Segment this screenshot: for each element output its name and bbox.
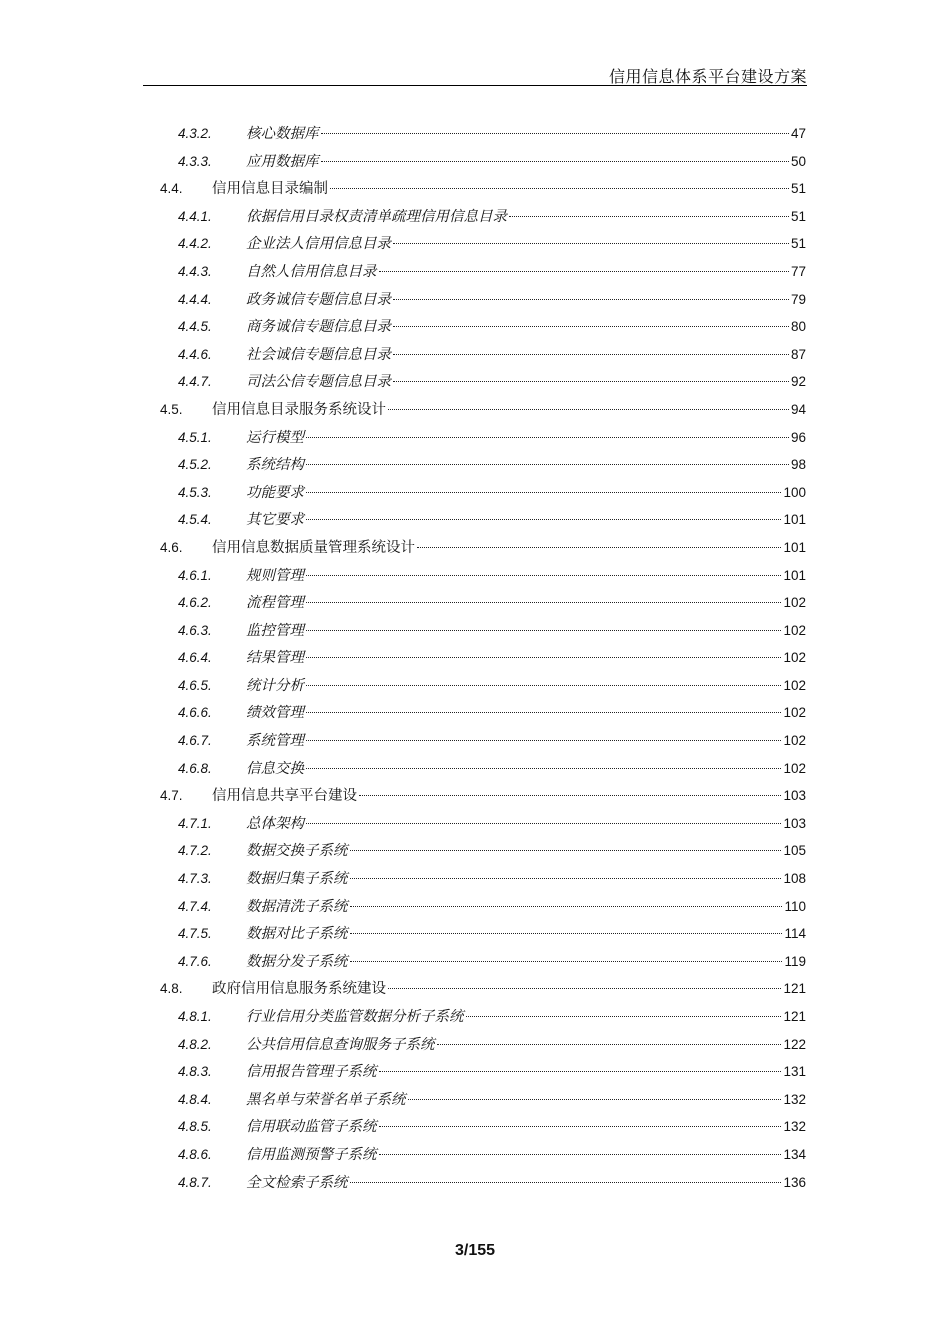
toc-dot-leader (350, 933, 783, 934)
toc-entry[interactable] (160, 260, 806, 288)
page-number: 3/155 (454, 1242, 496, 1259)
header-divider (143, 85, 807, 86)
toc-entry[interactable] (160, 674, 806, 702)
toc-entry-number: 4.8.5. (178, 1119, 212, 1135)
toc-entry-number: 4.7.6. (178, 953, 212, 969)
toc-dot-leader (393, 381, 789, 382)
toc-dot-leader (306, 464, 789, 465)
toc-entry-title: 信用信息共享平台建设 (212, 788, 357, 805)
toc-dot-leader (393, 354, 789, 355)
toc-dot-leader (306, 768, 781, 769)
toc-entry-number: 4.7.5. (178, 926, 212, 942)
toc-entry[interactable] (160, 288, 806, 316)
toc-entry-page: 47 (790, 126, 806, 141)
toc-entry-number: 4.6. (160, 539, 183, 555)
toc-entry-page: 102 (783, 650, 806, 666)
toc-entry-title: 信用信息目录编制 (212, 181, 328, 198)
toc-dot-leader (306, 575, 781, 576)
toc-entry-number: 4.4.5. (178, 319, 212, 335)
toc-entry-number: 4.8.3. (178, 1064, 212, 1080)
toc-entry-number: 4.4.4. (178, 291, 212, 307)
toc-entry[interactable] (160, 122, 806, 150)
toc-entry-number: 4.4.7. (178, 374, 212, 390)
toc-entry-title: 监控管理 (246, 622, 304, 639)
toc-entry-page: 122 (783, 1036, 806, 1052)
page-header-title: 信用信息体系平台建设方案 (608, 67, 807, 86)
toc-entry-number: 4.4.3. (178, 263, 212, 279)
toc-entry-page: 119 (784, 953, 806, 969)
toc-entry-title: 政府信用信息服务系统建设 (212, 981, 386, 998)
toc-entry-number: 4.6.4. (178, 650, 212, 666)
toc-dot-leader (388, 409, 789, 410)
toc-entry-number: 4.4.6. (178, 346, 212, 362)
toc-entry-title: 数据交换子系统 (246, 843, 348, 860)
toc-entry-page: 101 (783, 567, 806, 583)
toc-entry-page: 136 (783, 1174, 806, 1190)
toc-dot-leader (350, 906, 783, 907)
toc-entry-number: 4.5.3. (178, 484, 212, 500)
toc-entry[interactable] (160, 426, 806, 454)
toc-entry[interactable] (160, 1033, 806, 1061)
toc-entry-title: 依据信用目录权责清单疏理信用信息目录 (246, 208, 507, 225)
toc-entry-title: 全文检索子系统 (246, 1174, 348, 1191)
toc-entry-title: 自然人信用信息目录 (246, 263, 377, 280)
toc-entry[interactable] (160, 619, 806, 647)
toc-entry-title: 社会诚信专题信息目录 (246, 346, 391, 363)
toc-entry[interactable] (160, 315, 806, 343)
toc-entry[interactable] (160, 784, 806, 812)
toc-dot-leader (306, 740, 781, 741)
toc-entry-title: 商务诚信专题信息目录 (246, 319, 391, 336)
toc-entry-number: 4.7.2. (178, 843, 212, 859)
toc-entry[interactable] (160, 977, 806, 1005)
toc-entry-number: 4.8.7. (178, 1174, 212, 1190)
toc-dot-leader (437, 1044, 782, 1045)
toc-entry-page: 80 (790, 319, 806, 335)
toc-entry-title: 黑名单与荣誉名单子系统 (246, 1091, 406, 1108)
toc-dot-leader (321, 133, 789, 134)
toc-entry-number: 4.7.1. (178, 815, 212, 831)
toc-entry-page: 77 (790, 263, 806, 279)
toc-entry-number: 4.3.3. (178, 153, 212, 169)
toc-entry-page: 103 (783, 788, 806, 804)
toc-entry-title: 结果管理 (246, 650, 304, 667)
toc-entry[interactable] (160, 1143, 806, 1171)
toc-entry-number: 4.5.1. (178, 429, 212, 445)
toc-entry-page: 94 (790, 401, 806, 417)
toc-entry-number: 4.6.7. (178, 733, 212, 749)
toc-entry-number: 4.3.2. (178, 126, 212, 141)
toc-entry-title: 信用报告管理子系统 (246, 1064, 377, 1081)
toc-entry-title: 其它要求 (246, 512, 304, 529)
toc-entry[interactable] (160, 398, 806, 426)
toc-entry[interactable] (160, 481, 806, 509)
toc-entry-page: 100 (783, 484, 806, 500)
toc-entry-page: 79 (790, 291, 806, 307)
toc-entry-page: 96 (790, 429, 806, 445)
toc-entry[interactable] (160, 1060, 806, 1088)
toc-entry-title: 司法公信专题信息目录 (246, 374, 391, 391)
toc-entry-title: 功能要求 (246, 484, 304, 501)
toc-entry-number: 4.6.6. (178, 705, 212, 721)
toc-entry-number: 4.4. (160, 181, 183, 197)
toc-entry[interactable] (160, 867, 806, 895)
toc-entry[interactable] (160, 701, 806, 729)
toc-entry-number: 4.8.1. (178, 1009, 212, 1024)
toc-entry-page: 102 (783, 677, 806, 693)
toc-entry[interactable] (160, 150, 806, 178)
toc-entry-page: 50 (790, 153, 806, 169)
toc-dot-leader (306, 492, 781, 493)
toc-entry[interactable] (160, 1115, 806, 1143)
toc-entry-number: 4.8.2. (178, 1036, 212, 1052)
toc-entry-title: 应用数据库 (246, 153, 319, 170)
toc-entry-number: 4.6.1. (178, 567, 212, 583)
toc-entry-number: 4.8. (160, 981, 183, 997)
toc-entry-page: 101 (783, 512, 806, 528)
toc-dot-leader (393, 299, 789, 300)
toc-entry-page: 134 (783, 1146, 806, 1162)
toc-entry[interactable] (160, 895, 806, 923)
toc-entry-page: 114 (784, 926, 806, 942)
toc-dot-leader (306, 685, 781, 686)
toc-entry[interactable] (160, 1171, 806, 1199)
toc-entry-title: 绩效管理 (246, 705, 304, 722)
toc-entry[interactable] (160, 343, 806, 371)
toc-entry-page: 51 (790, 236, 806, 252)
toc-dot-leader (306, 602, 781, 603)
toc-dot-leader (417, 547, 781, 548)
toc-entry-title: 系统管理 (246, 733, 304, 750)
toc-dot-leader (321, 161, 789, 162)
toc-entry-title: 统计分析 (246, 677, 304, 694)
toc-dot-leader (359, 795, 781, 796)
toc-entry-page: 98 (790, 457, 806, 473)
toc-dot-leader (350, 1182, 782, 1183)
toc-entry-page: 108 (783, 871, 806, 887)
toc-entry[interactable] (160, 812, 806, 840)
toc-entry-number: 4.8.6. (178, 1146, 212, 1162)
toc-entry-title: 行业信用分类监管数据分析子系统 (246, 1009, 464, 1025)
toc-dot-leader (306, 712, 781, 713)
toc-dot-leader (379, 1154, 782, 1155)
toc-entry-page: 102 (783, 760, 806, 776)
toc-entry-number: 4.7.4. (178, 898, 212, 914)
toc-entry[interactable] (160, 232, 806, 260)
toc-entry-page: 103 (783, 815, 806, 831)
toc-entry-page: 51 (790, 208, 806, 224)
toc-entry-page: 102 (783, 733, 806, 749)
toc-entry-page: 121 (783, 981, 806, 997)
toc-dot-leader (306, 437, 789, 438)
toc-dot-leader (350, 961, 783, 962)
toc-entry-number: 4.7.3. (178, 871, 212, 887)
toc-dot-leader (306, 630, 781, 631)
toc-entry-page: 131 (783, 1064, 806, 1080)
toc-dot-leader (393, 243, 789, 244)
toc-dot-leader (393, 326, 789, 327)
toc-dot-leader (388, 988, 781, 989)
toc-entry-page: 132 (783, 1091, 806, 1107)
toc-entry-number: 4.6.5. (178, 677, 212, 693)
toc-entry-page: 121 (783, 1009, 806, 1024)
toc-dot-leader (306, 519, 781, 520)
toc-dot-leader (306, 823, 781, 824)
toc-entry-title: 企业法人信用信息目录 (246, 236, 391, 253)
toc-entry-page: 102 (783, 705, 806, 721)
toc-entry[interactable] (160, 646, 806, 674)
toc-entry[interactable] (160, 564, 806, 592)
toc-entry[interactable] (160, 536, 806, 564)
toc-entry-title: 数据归集子系统 (246, 871, 348, 888)
toc-entry-number: 4.5.2. (178, 457, 212, 473)
toc-entry[interactable] (160, 757, 806, 785)
toc-entry-title: 核心数据库 (246, 126, 319, 142)
toc-entry-page: 132 (783, 1119, 806, 1135)
toc-entry-number: 4.6.8. (178, 760, 212, 776)
toc-entry-number: 4.5. (160, 401, 183, 417)
toc-entry-title: 信息交换 (246, 760, 304, 777)
toc-entry-title: 运行模型 (246, 429, 304, 446)
toc-entry-number: 4.8.4. (178, 1091, 212, 1107)
toc-entry-title: 流程管理 (246, 595, 304, 612)
toc-entry-title: 信用信息目录服务系统设计 (212, 401, 386, 418)
toc-entry-page: 87 (790, 346, 806, 362)
toc-entry[interactable] (160, 1088, 806, 1116)
toc-entry-title: 系统结构 (246, 457, 304, 474)
toc-dot-leader (466, 1016, 782, 1017)
toc-entry[interactable] (160, 205, 806, 233)
toc-entry-title: 公共信用信息查询服务子系统 (246, 1036, 435, 1053)
toc-entry[interactable] (160, 950, 806, 978)
toc-dot-leader (509, 216, 789, 217)
toc-dot-leader (350, 850, 782, 851)
toc-entry-number: 4.6.2. (178, 595, 212, 611)
toc-entry-page: 92 (790, 374, 806, 390)
toc-entry-title: 信用信息数据质量管理系统设计 (212, 539, 415, 556)
toc-entry-title: 政务诚信专题信息目录 (246, 291, 391, 308)
toc-entry-number: 4.4.1. (178, 208, 212, 224)
toc-entry-page: 110 (784, 898, 806, 914)
toc-entry-page: 102 (783, 595, 806, 611)
toc-dot-leader (408, 1099, 782, 1100)
toc-entry-page: 51 (790, 181, 806, 197)
toc-entry[interactable] (160, 729, 806, 757)
toc-entry-page: 101 (783, 539, 806, 555)
toc-entry-number: 4.5.4. (178, 512, 212, 528)
toc-dot-leader (350, 878, 782, 879)
toc-entry-title: 总体架构 (246, 815, 304, 832)
toc-entry-title: 信用联动监管子系统 (246, 1119, 377, 1136)
toc-entry-number: 4.7. (160, 788, 183, 804)
toc-entry-title: 信用监测预警子系统 (246, 1146, 377, 1163)
toc-entry[interactable] (160, 591, 806, 619)
toc-dot-leader (379, 1126, 782, 1127)
toc-entry[interactable] (160, 177, 806, 205)
toc-entry[interactable] (160, 839, 806, 867)
toc-entry-page: 105 (783, 843, 806, 859)
toc-entry-number: 4.6.3. (178, 622, 212, 638)
toc-entry[interactable] (160, 922, 806, 950)
toc-entry-title: 数据分发子系统 (246, 953, 348, 970)
toc-entry-title: 数据清洗子系统 (246, 898, 348, 915)
toc-entry-title: 数据对比子系统 (246, 926, 348, 943)
toc-entry-title: 规则管理 (246, 567, 304, 584)
toc-entry[interactable] (160, 453, 806, 481)
toc-entry[interactable] (160, 370, 806, 398)
toc-entry-page: 102 (783, 622, 806, 638)
toc-entry-number: 4.4.2. (178, 236, 212, 252)
table-of-contents (160, 122, 806, 1198)
toc-dot-leader (379, 1071, 782, 1072)
toc-dot-leader (330, 188, 789, 189)
toc-dot-leader (379, 271, 789, 272)
toc-entry[interactable] (160, 1005, 806, 1033)
toc-dot-leader (306, 657, 781, 658)
toc-entry[interactable] (160, 508, 806, 536)
